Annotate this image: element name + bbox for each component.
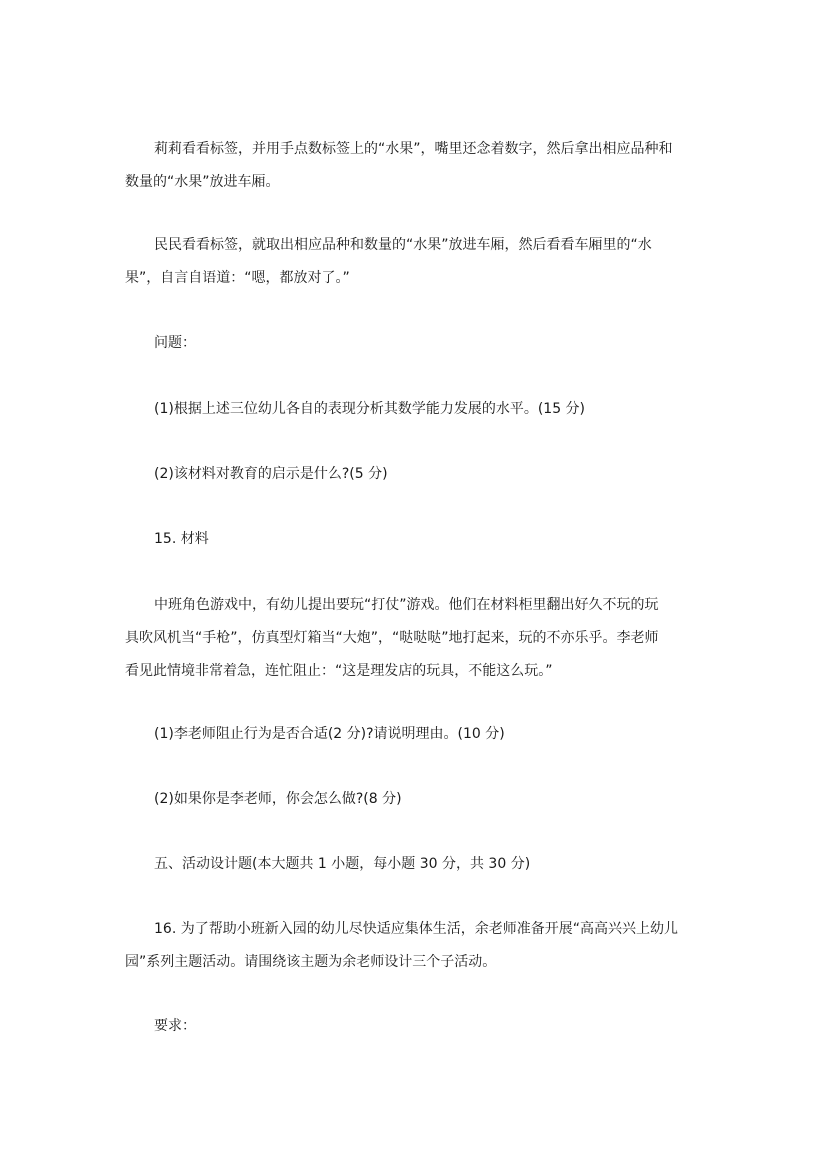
requirements-heading — [125, 1010, 705, 1043]
paragraph-minmin — [125, 229, 705, 295]
paragraph-material-15 — [125, 589, 705, 688]
question-15-2 — [125, 783, 705, 816]
question-2 — [125, 458, 705, 491]
text-line: 民民看看标签，就取出相应品种和数量的“水果”放进车厢，然后看看车厢里的“水 — [154, 237, 652, 253]
text-line: 问题： — [154, 335, 196, 351]
question-1 — [125, 393, 705, 426]
text-line: 果”，自言自语道：“嗯，都放对了。” — [125, 270, 350, 286]
question-15-1 — [125, 718, 705, 751]
text-line: 要求： — [154, 1018, 196, 1034]
text-line: (1)李老师阻止行为是否合适(2 分)?请说明理由。(10 分) — [154, 726, 505, 742]
questions-heading — [125, 327, 705, 360]
section-five-heading — [125, 848, 705, 881]
text-line: 莉莉看看标签，并用手点数标签上的“水果”，嘴里还念着数字，然后拿出相应品种和 — [154, 141, 673, 157]
question-16 — [125, 913, 705, 979]
text-line: 15. 材料 — [154, 531, 209, 547]
text-line: (2)如果你是李老师，你会怎么做?(8 分) — [154, 791, 402, 807]
text-line: 16. 为了帮助小班新入园的幼儿尽快适应集体生活，余老师准备开展“高高兴兴上幼儿 — [154, 921, 678, 937]
text-line: 具吹风机当“手枪”，仿真型灯箱当“大炮”，“哒哒哒”地打起来，玩的不亦乐乎。李老师 — [125, 630, 659, 646]
paragraph-lili — [125, 133, 705, 199]
text-line: 五、活动设计题(本大题共 1 小题，每小题 30 分，共 30 分) — [154, 856, 531, 872]
text-line: 中班角色游戏中，有幼儿提出要玩“打仗”游戏。他们在材料柜里翻出好久不玩的玩 — [154, 597, 659, 613]
text-line: (1)根据上述三位幼儿各自的表现分析其数学能力发展的水平。(15 分) — [154, 401, 586, 417]
text-line: 数量的“水果”放进车厢。 — [125, 174, 280, 190]
text-line: 园”系列主题活动。请围绕该主题为余老师设计三个子活动。 — [125, 954, 497, 970]
text-line: (2)该材料对教育的启示是什么?(5 分) — [154, 466, 388, 482]
material-15-heading — [125, 523, 705, 556]
text-line: 看见此情境非常着急，连忙阻止：“这是理发店的玩具，不能这么玩。” — [125, 663, 553, 679]
